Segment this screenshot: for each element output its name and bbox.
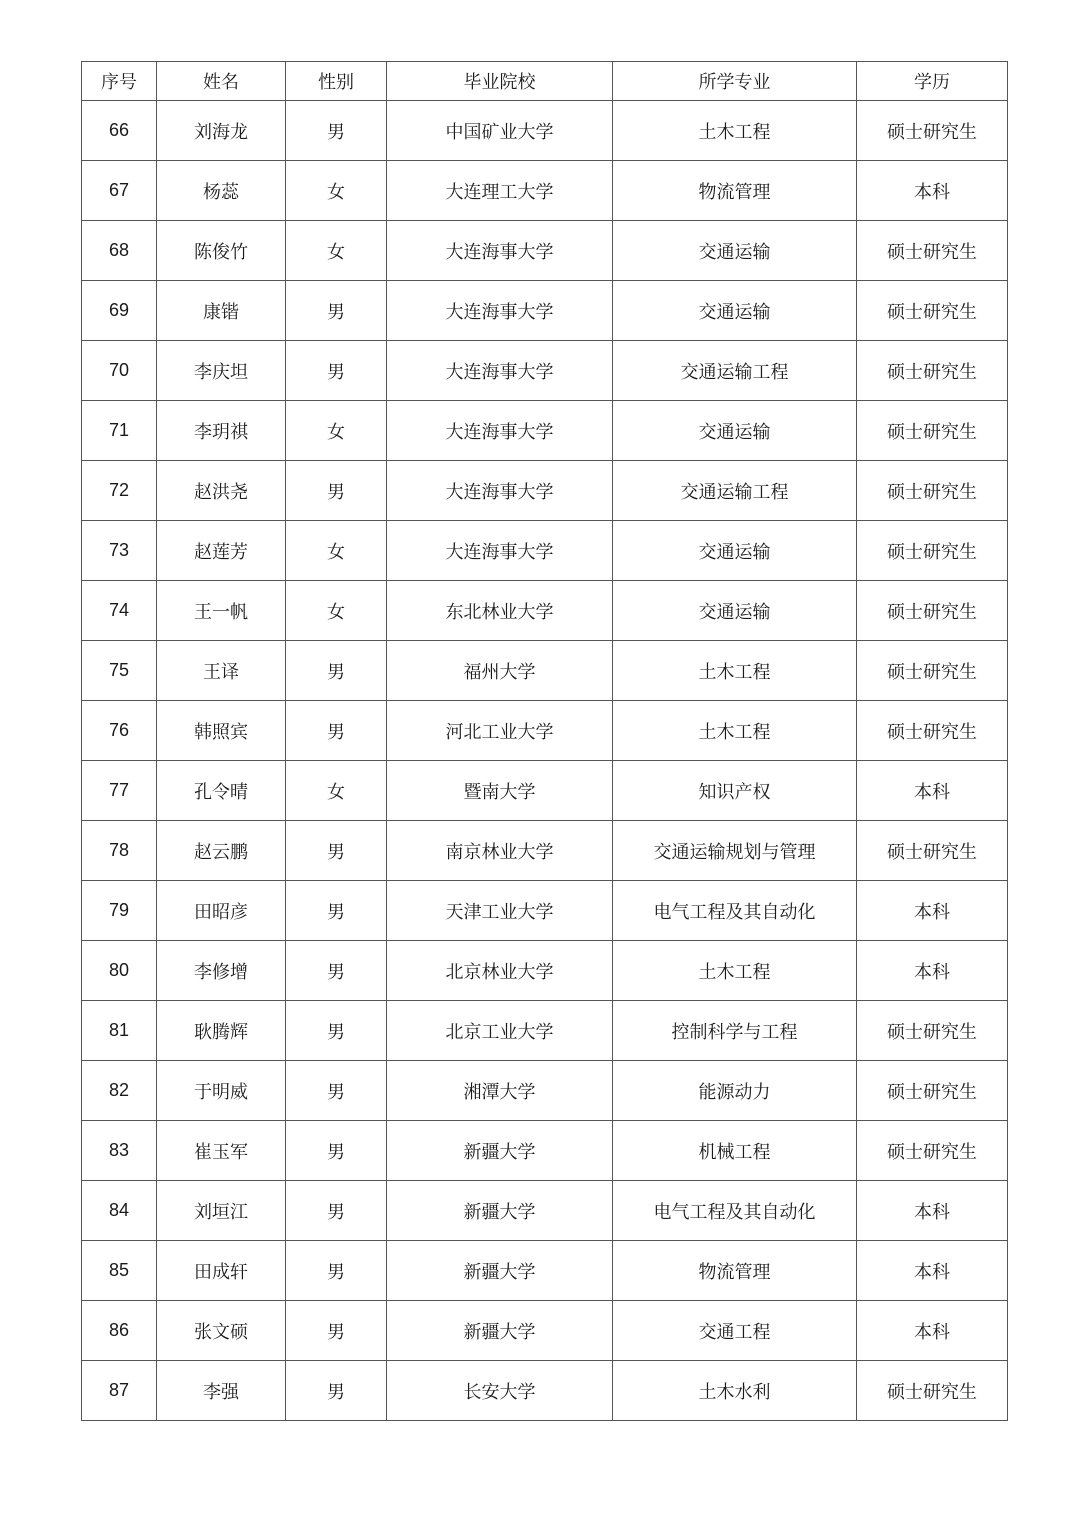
cell-school: 暨南大学 [387, 761, 613, 821]
cell-major: 机械工程 [613, 1121, 857, 1181]
cell-school: 长安大学 [387, 1361, 613, 1421]
cell-index: 69 [82, 281, 157, 341]
cell-name: 刘垣江 [157, 1181, 286, 1241]
cell-gender: 男 [286, 1241, 387, 1301]
cell-school: 南京林业大学 [387, 821, 613, 881]
cell-major: 交通运输 [613, 521, 857, 581]
cell-gender: 男 [286, 1181, 387, 1241]
cell-school: 湘潭大学 [387, 1061, 613, 1121]
cell-school: 大连海事大学 [387, 521, 613, 581]
cell-index: 70 [82, 341, 157, 401]
cell-degree: 本科 [857, 761, 1008, 821]
cell-school: 大连海事大学 [387, 341, 613, 401]
cell-index: 76 [82, 701, 157, 761]
cell-index: 74 [82, 581, 157, 641]
cell-gender: 男 [286, 701, 387, 761]
cell-school: 北京林业大学 [387, 941, 613, 1001]
cell-major: 物流管理 [613, 1241, 857, 1301]
cell-major: 交通运输规划与管理 [613, 821, 857, 881]
cell-gender: 男 [286, 941, 387, 1001]
table-row [82, 1061, 1008, 1121]
cell-name: 刘海龙 [157, 101, 286, 161]
cell-degree: 硕士研究生 [857, 101, 1008, 161]
cell-name: 崔玉军 [157, 1121, 286, 1181]
table-row [82, 521, 1008, 581]
cell-school: 大连理工大学 [387, 161, 613, 221]
cell-school: 大连海事大学 [387, 221, 613, 281]
cell-name: 赵洪尧 [157, 461, 286, 521]
cell-major: 交通运输 [613, 581, 857, 641]
cell-gender: 男 [286, 101, 387, 161]
cell-school: 新疆大学 [387, 1301, 613, 1361]
header-degree: 学历 [857, 62, 1008, 101]
cell-gender: 男 [286, 1121, 387, 1181]
cell-name: 王译 [157, 641, 286, 701]
table-row [82, 761, 1008, 821]
cell-degree: 本科 [857, 161, 1008, 221]
cell-degree: 本科 [857, 1241, 1008, 1301]
cell-index: 81 [82, 1001, 157, 1061]
table-row [82, 1181, 1008, 1241]
cell-major: 电气工程及其自动化 [613, 881, 857, 941]
cell-degree: 硕士研究生 [857, 1001, 1008, 1061]
cell-major: 土木水利 [613, 1361, 857, 1421]
cell-name: 赵莲芳 [157, 521, 286, 581]
table-row [82, 1241, 1008, 1301]
table-row [82, 581, 1008, 641]
cell-degree: 本科 [857, 1181, 1008, 1241]
cell-degree: 硕士研究生 [857, 341, 1008, 401]
cell-school: 大连海事大学 [387, 281, 613, 341]
cell-gender: 男 [286, 341, 387, 401]
cell-major: 知识产权 [613, 761, 857, 821]
cell-name: 田昭彦 [157, 881, 286, 941]
cell-degree: 硕士研究生 [857, 1061, 1008, 1121]
table-row [82, 281, 1008, 341]
cell-index: 87 [82, 1361, 157, 1421]
cell-major: 交通运输工程 [613, 341, 857, 401]
cell-major: 土木工程 [613, 941, 857, 1001]
cell-name: 王一帆 [157, 581, 286, 641]
cell-gender: 男 [286, 1361, 387, 1421]
cell-gender: 男 [286, 1301, 387, 1361]
cell-name: 康锴 [157, 281, 286, 341]
cell-index: 77 [82, 761, 157, 821]
cell-index: 82 [82, 1061, 157, 1121]
table-row [82, 401, 1008, 461]
cell-degree: 硕士研究生 [857, 581, 1008, 641]
cell-index: 84 [82, 1181, 157, 1241]
cell-gender: 女 [286, 761, 387, 821]
cell-major: 交通运输 [613, 281, 857, 341]
cell-index: 79 [82, 881, 157, 941]
cell-index: 83 [82, 1121, 157, 1181]
cell-school: 福州大学 [387, 641, 613, 701]
cell-name: 杨蕊 [157, 161, 286, 221]
table-row [82, 161, 1008, 221]
cell-degree: 硕士研究生 [857, 1361, 1008, 1421]
table-body [82, 101, 1008, 1421]
cell-index: 68 [82, 221, 157, 281]
cell-gender: 男 [286, 881, 387, 941]
cell-degree: 硕士研究生 [857, 221, 1008, 281]
cell-name: 陈俊竹 [157, 221, 286, 281]
cell-index: 71 [82, 401, 157, 461]
cell-degree: 硕士研究生 [857, 641, 1008, 701]
table-row [82, 1121, 1008, 1181]
cell-major: 交通运输工程 [613, 461, 857, 521]
cell-school: 新疆大学 [387, 1121, 613, 1181]
table-row [82, 941, 1008, 1001]
cell-major: 交通运输 [613, 401, 857, 461]
cell-gender: 男 [286, 281, 387, 341]
cell-major: 土木工程 [613, 641, 857, 701]
cell-gender: 女 [286, 401, 387, 461]
table-row [82, 1001, 1008, 1061]
header-school: 毕业院校 [387, 62, 613, 101]
cell-major: 电气工程及其自动化 [613, 1181, 857, 1241]
table-row [82, 101, 1008, 161]
cell-degree: 本科 [857, 881, 1008, 941]
cell-degree: 硕士研究生 [857, 821, 1008, 881]
table-row [82, 341, 1008, 401]
cell-degree: 硕士研究生 [857, 401, 1008, 461]
cell-name: 韩照宾 [157, 701, 286, 761]
cell-degree: 硕士研究生 [857, 1121, 1008, 1181]
cell-gender: 女 [286, 521, 387, 581]
cell-name: 孔令晴 [157, 761, 286, 821]
cell-school: 新疆大学 [387, 1181, 613, 1241]
cell-major: 能源动力 [613, 1061, 857, 1121]
cell-major: 控制科学与工程 [613, 1001, 857, 1061]
cell-school: 北京工业大学 [387, 1001, 613, 1061]
header-row [82, 62, 1008, 101]
cell-index: 73 [82, 521, 157, 581]
cell-index: 66 [82, 101, 157, 161]
cell-index: 67 [82, 161, 157, 221]
header-major: 所学专业 [613, 62, 857, 101]
table-row [82, 1361, 1008, 1421]
cell-gender: 女 [286, 161, 387, 221]
cell-gender: 女 [286, 581, 387, 641]
cell-major: 交通运输 [613, 221, 857, 281]
cell-gender: 男 [286, 821, 387, 881]
cell-name: 田成轩 [157, 1241, 286, 1301]
cell-school: 大连海事大学 [387, 401, 613, 461]
cell-school: 东北林业大学 [387, 581, 613, 641]
cell-name: 于明威 [157, 1061, 286, 1121]
cell-major: 物流管理 [613, 161, 857, 221]
cell-index: 78 [82, 821, 157, 881]
cell-name: 张文硕 [157, 1301, 286, 1361]
table-row [82, 461, 1008, 521]
cell-degree: 硕士研究生 [857, 521, 1008, 581]
cell-school: 中国矿业大学 [387, 101, 613, 161]
cell-gender: 男 [286, 1001, 387, 1061]
cell-school: 天津工业大学 [387, 881, 613, 941]
cell-major: 土木工程 [613, 101, 857, 161]
cell-major: 土木工程 [613, 701, 857, 761]
table-row [82, 641, 1008, 701]
cell-index: 86 [82, 1301, 157, 1361]
cell-degree: 本科 [857, 941, 1008, 1001]
cell-major: 交通工程 [613, 1301, 857, 1361]
cell-degree: 本科 [857, 1301, 1008, 1361]
table-row [82, 701, 1008, 761]
cell-gender: 女 [286, 221, 387, 281]
cell-name: 赵云鹏 [157, 821, 286, 881]
cell-school: 新疆大学 [387, 1241, 613, 1301]
cell-gender: 男 [286, 1061, 387, 1121]
header-gender: 性别 [286, 62, 387, 101]
table-row [82, 881, 1008, 941]
table-row [82, 1301, 1008, 1361]
cell-index: 75 [82, 641, 157, 701]
cell-name: 李强 [157, 1361, 286, 1421]
cell-name: 耿腾辉 [157, 1001, 286, 1061]
roster-table [81, 61, 1008, 1421]
cell-index: 72 [82, 461, 157, 521]
table-row [82, 221, 1008, 281]
table-row [82, 821, 1008, 881]
cell-name: 李庆坦 [157, 341, 286, 401]
cell-index: 85 [82, 1241, 157, 1301]
cell-school: 大连海事大学 [387, 461, 613, 521]
cell-name: 李修增 [157, 941, 286, 1001]
cell-gender: 男 [286, 461, 387, 521]
cell-school: 河北工业大学 [387, 701, 613, 761]
cell-degree: 硕士研究生 [857, 281, 1008, 341]
cell-index: 80 [82, 941, 157, 1001]
cell-degree: 硕士研究生 [857, 701, 1008, 761]
header-name: 姓名 [157, 62, 286, 101]
cell-name: 李玥祺 [157, 401, 286, 461]
cell-gender: 男 [286, 641, 387, 701]
header-index: 序号 [82, 62, 157, 101]
cell-degree: 硕士研究生 [857, 461, 1008, 521]
